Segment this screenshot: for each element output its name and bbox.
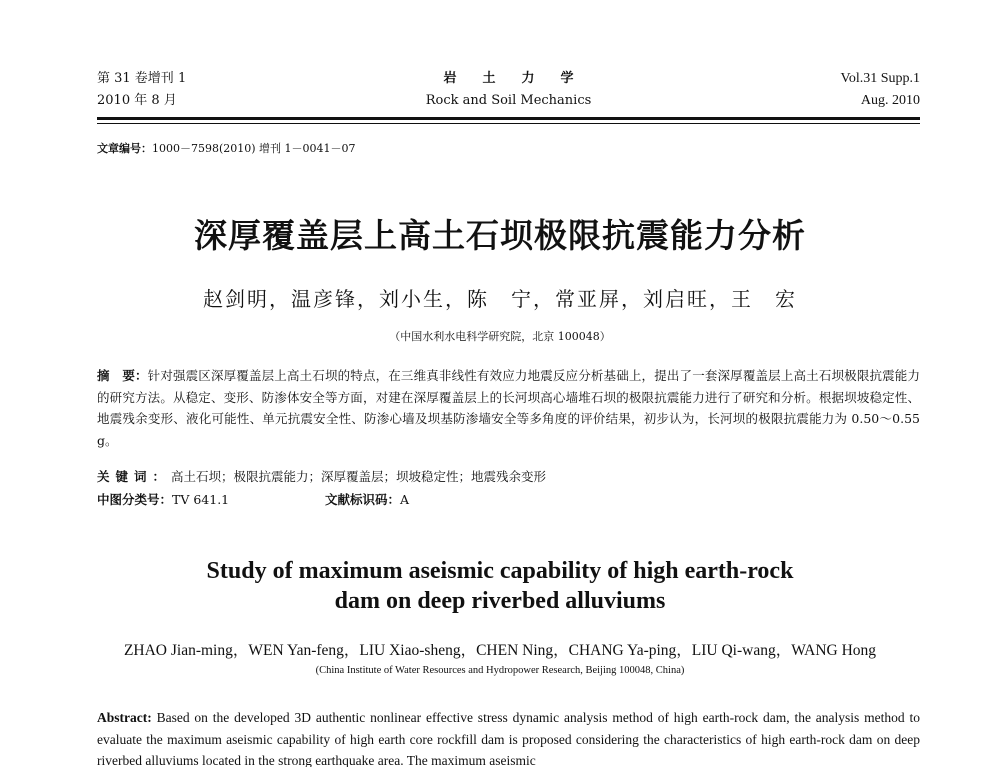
volume-cn: 第 31 卷增刊 1 — [97, 71, 187, 86]
header-rule-thin — [97, 123, 920, 124]
article-number — [97, 140, 356, 156]
doc-code-value: A — [400, 492, 410, 507]
header-rule-thick — [97, 117, 920, 120]
affiliation-cn: （中国水利水电科学研究院，北京 100048） — [389, 330, 611, 343]
title-cn: 深厚覆盖层上高土石坝极限抗震能力分析 — [194, 216, 806, 255]
keywords-cn-label: 关键词： — [97, 469, 172, 484]
abstract-en-text: Based on the developed 3D authentic nonlinear effective stress dynamic analysis method of high earth-rock dam, the analysis method to evaluate the maximum aseismic capability of high earth core rockfill dam is proposed considering the characteristics of high earth-rock dam on deep riverbed alluviums located in the strong earthquake area. The maximum aseismic — [97, 710, 920, 767]
abstract-cn — [97, 365, 920, 451]
authors-cn: 赵剑明，温彦锋，刘小生，陈 宁，常亚屏，刘启旺，王 宏 — [203, 287, 797, 311]
journal-name-en: Rock and Soil Mechanics — [425, 93, 592, 108]
doc-code-label: 文献标识码： — [325, 492, 401, 507]
title-en-line1: Study of maximum aseismic capability of high earth-rock — [206, 558, 794, 584]
abstract-en — [97, 707, 920, 767]
keywords-cn — [97, 467, 920, 487]
document-code — [325, 490, 409, 510]
abstract-cn-text: 针对强震区深厚覆盖层上高土石坝的特点，在三维真非线性有效应力地震反应分析基础上，提出了一套深厚覆盖层上高土石坝极限抗震能力的研究方法。从稳定、变形、防渗体安全等方面，对建在深厚覆盖层上的长河坝高心墙堆石坝的极限抗震能力进行了研究和分析。根据坝坡稳定性、地震残余变形、液化可能性、单元抗震安全性、防渗心墙及坝基防渗墙安全等多角度的评价结果，初步认为，长河坝的极限抗震能力为 0.50～0.55 g。 — [97, 368, 920, 448]
date-en: Aug. 2010 — [860, 93, 920, 108]
abstract-cn-label: 摘 要： — [97, 368, 148, 383]
running-header — [97, 68, 920, 114]
volume-en: Vol.31 Supp.1 — [840, 71, 920, 86]
header-right — [841, 68, 920, 112]
article-number-value: 1000－7598(2010) 增刊 1－0041－07 — [152, 142, 356, 155]
title-en — [0, 556, 1000, 616]
article-number-label: 文章编号： — [97, 142, 152, 155]
header-center — [97, 68, 920, 112]
clc-label: 中图分类号： — [97, 492, 173, 507]
keywords-cn-text: 高土石坝；极限抗震能力；深厚覆盖层；坝坡稳定性；地震残余变形 — [171, 469, 547, 484]
journal-name-cn: 岩土力学 — [443, 71, 600, 86]
abstract-en-label: Abstract: — [97, 710, 152, 725]
date-cn: 2010 年 8 月 — [97, 93, 177, 108]
title-en-line2: dam on deep riverbed alluviums — [334, 588, 666, 614]
clc-value: TV 641.1 — [172, 492, 230, 507]
authors-en: ZHAO Jian-ming，WEN Yan-feng，LIU Xiao-sheng，CHEN Ning，CHANG Ya-ping，LIU Qi-wang，WANG Hong — [123, 642, 877, 659]
classification — [97, 490, 920, 510]
affiliation-en: (China Institute of Water Resources and Hydropower Research, Beijing 100048, China) — [315, 665, 685, 676]
